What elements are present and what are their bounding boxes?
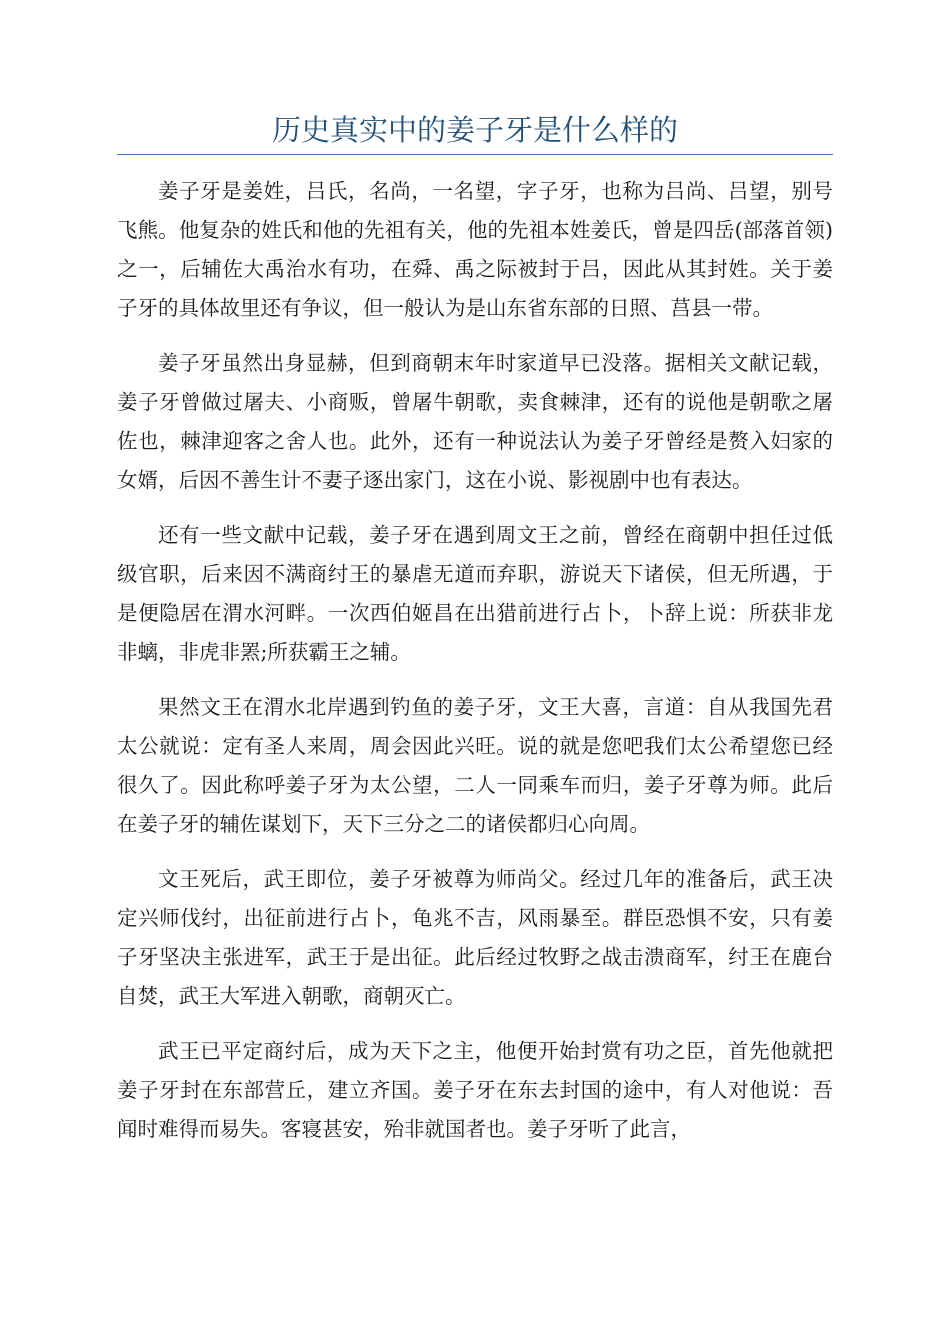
paragraph-3: 还有一些文献中记载，姜子牙在遇到周文王之前，曾经在商朝中担任过低级官职，后来因不满商纣王的暴虐无道而弃职，游说天下诸侯，但无所遇，于是便隐居在渭水河畔。一次西伯姬昌在出猎前进行占卜，卜辞上说：所获非龙非螭，非虎非罴;所获霸王之辅。 (117, 523, 833, 664)
paragraph-6: 武王已平定商纣后，成为天下之主，他便开始封赏有功之臣，首先他就把姜子牙封在东部营丘，建立齐国。姜子牙在东去封国的途中，有人对他说：吾闻时难得而易失。客寝甚安，殆非就国者也。姜子牙听了此言， (117, 1039, 833, 1141)
paragraph-2: 姜子牙虽然出身显赫，但到商朝末年时家道早已没落。据相关文献记载，姜子牙曾做过屠夫、小商贩，曾屠牛朝歌，卖食棘津，还有的说他是朝歌之屠佐也，棘津迎客之舍人也。此外，还有一种说法认为姜子牙曾经是赘入妇家的女婿，后因不善生计不妻子逐出家门，这在小说、影视剧中也有表达。 (117, 351, 833, 492)
paragraph-1: 姜子牙是姜姓，吕氏，名尚，一名望，字子牙，也称为吕尚、吕望，别号飞熊。他复杂的姓氏和他的先祖有关，他的先祖本姓姜氏，曾是四岳(部落首领)之一，后辅佐大禹治水有功，在舜、禹之际被封于吕，因此从其封姓。关于姜子牙的具体故里还有争议，但一般认为是山东省东部的日照、莒县一带。 (117, 179, 833, 320)
document-body (117, 172, 833, 1165)
paragraph-5: 文王死后，武王即位，姜子牙被尊为师尚父。经过几年的准备后，武王决定兴师伐纣，出征前进行占卜，龟兆不吉，风雨暴至。群臣恐惧不安，只有姜子牙坚决主张进军，武王于是出征。此后经过牧野之战击溃商军，纣王在鹿台自焚，武王大军进入朝歌，商朝灭亡。 (117, 867, 833, 1008)
paragraph-4: 果然文王在渭水北岸遇到钓鱼的姜子牙，文王大喜，言道：自从我国先君太公就说：定有圣人来周，周会因此兴旺。说的就是您吧我们太公希望您已经很久了。因此称呼姜子牙为太公望，二人一同乘车而归，姜子牙尊为师。此后在姜子牙的辅佐谋划下，天下三分之二的诸侯都归心向周。 (117, 695, 833, 836)
document-title: 历史真实中的姜子牙是什么样的 (271, 113, 678, 147)
title-underline (117, 154, 833, 155)
